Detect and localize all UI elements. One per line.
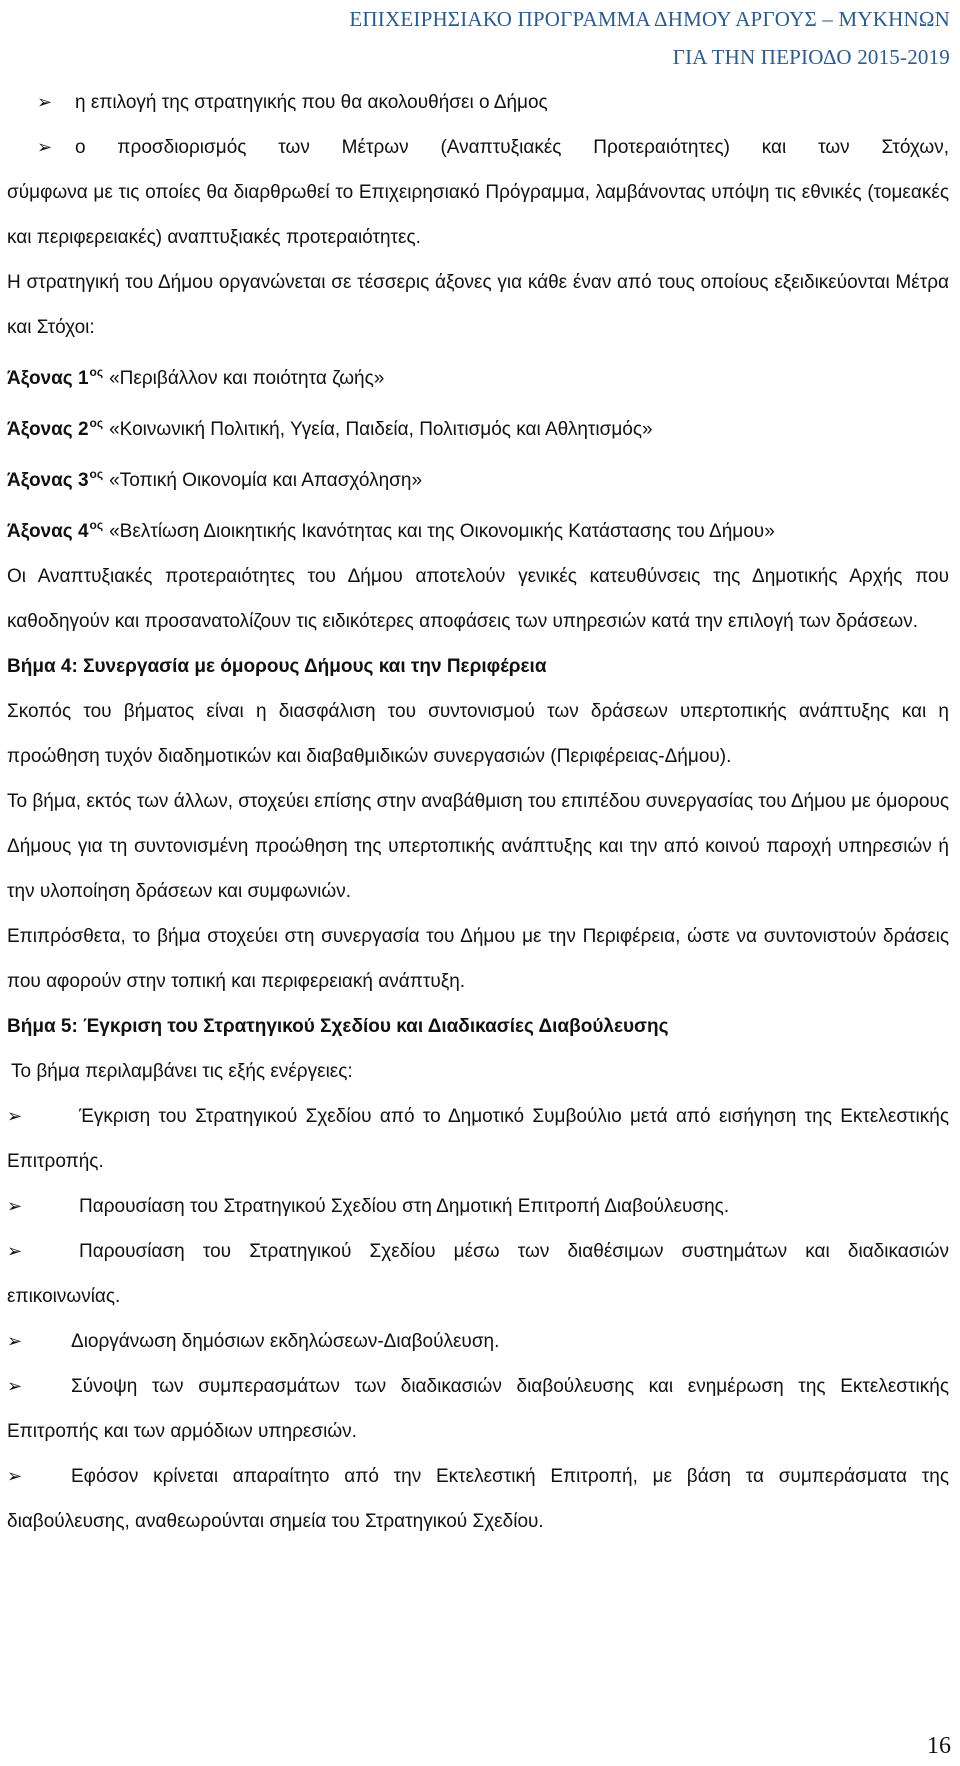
intro-bullet-2-line1	[7, 125, 949, 170]
intro-bullet-2-continuation: σύμφωνα με τις οποίες θα διαρθρωθεί το Επιχειρησιακό Πρόγραμμα, λαμβάνοντας υπόψη τις εθνικές (τομεακές και περιφερειακές) αναπτυξιακές προτεραιότητες.	[7, 182, 949, 248]
bullet-arrow-icon: ➢	[7, 1331, 23, 1352]
step5-bullet-1-text: Έγκριση του Στρατηγικού Σχεδίου από το Δημοτικό Συμβούλιο μετά από εισήγηση της Εκτελεστικής Επιτροπής.	[7, 1106, 949, 1172]
axis-4-sup: ος	[89, 518, 104, 532]
axis-1	[7, 350, 949, 401]
axis-4	[7, 503, 949, 554]
bullet-arrow-icon: ➢	[7, 1196, 23, 1217]
step5-bullet-4	[7, 1319, 949, 1364]
axis-3-sup: ος	[89, 467, 104, 481]
step5-bullet-2	[7, 1184, 949, 1229]
step5-bullet-6	[7, 1454, 949, 1544]
step4-paragraph-2: Το βήμα, εκτός των άλλων, στοχεύει επίσης στην αναβάθμιση του επιπέδου συνεργασίας του Δήμου με όμορους Δήμους για τη συντονισμένη προώθηση της υπερτοπικής ανάπτυξης και την από κοινού παροχή υπηρεσιών ή την υλοποίηση δράσεων και συμφωνιών.	[7, 791, 949, 902]
intro-bullet-1-text: η επιλογή της στρατηγικής που θα ακολουθήσει ο Δήμος	[75, 92, 548, 113]
bullet-arrow-icon: ➢	[37, 137, 53, 158]
step5-bullet-5	[7, 1364, 949, 1454]
intro-bullet-2-text: ο προσδιορισμός των Μέτρων (Αναπτυξιακές Προτεραιότητες) και των Στόχων,	[75, 137, 949, 158]
axis-2-sup: ος	[89, 416, 104, 430]
step5-intro: Το βήμα περιλαμβάνει τις εξής ενέργειες:	[11, 1061, 353, 1082]
header-period: ΓΙΑ ΤΗΝ ΠΕΡΙΟΔΟ 2015-2019	[672, 45, 950, 69]
axis-2-label: Άξονας 2	[7, 419, 89, 440]
step5-bullet-3	[7, 1229, 949, 1319]
intro-bullet-1	[7, 80, 949, 125]
axis-3-text: «Τοπική Οικονομία και Απασχόληση»	[109, 470, 423, 491]
page-number: 16	[927, 1733, 951, 1759]
axis-4-label: Άξονας 4	[7, 521, 89, 542]
axis-3	[7, 452, 949, 503]
step4-heading: Βήμα 4: Συνεργασία με όμορους Δήμους και την Περιφέρεια	[7, 656, 547, 677]
axis-1-sup: ος	[89, 365, 104, 379]
header-title: ΕΠΙΧΕΙΡΗΣΙΑΚΟ ΠΡΟΓΡΑΜΜΑ ΔΗΜΟΥ ΑΡΓΟΥΣ – ΜΥΚΗΝΩΝ	[349, 7, 950, 31]
axis-1-text: «Περιβάλλον και ποιότητα ζωής»	[109, 368, 385, 389]
axis-2	[7, 401, 949, 452]
step5-bullet-6-text: Εφόσον κρίνεται απαραίτητο από την Εκτελεστική Επιτροπή, με βάση τα συμπεράσματα της διαβούλευσης, αναθεωρούνται σημεία του Στρατηγικού Σχεδίου.	[7, 1466, 949, 1532]
strategy-paragraph: Η στρατηγική του Δήμου οργανώνεται σε τέσσερις άξονες για κάθε έναν από τους οποίους εξειδικεύονται Μέτρα και Στόχοι:	[7, 272, 949, 338]
step5-bullet-5-text: Σύνοψη των συμπερασμάτων των διαδικασιών διαβούλευσης και ενημέρωση της Εκτελεστικής Επιτροπής και των αρμόδιων υπηρεσιών.	[7, 1376, 949, 1442]
bullet-arrow-icon: ➢	[7, 1106, 23, 1127]
step4-paragraph-1: Σκοπός του βήματος είναι η διασφάλιση του συντονισμού των δράσεων υπερτοπικής ανάπτυξης και η προώθηση τυχόν διαδημοτικών και διαβαθμιδικών συνεργασιών (Περιφέρειας-Δήμου).	[7, 701, 949, 767]
step5-bullet-3-text: Παρουσίαση του Στρατηγικού Σχεδίου μέσω των διαθέσιμων συστημάτων και διαδικασιών επικοινωνίας.	[7, 1241, 949, 1307]
priorities-paragraph: Οι Αναπτυξιακές προτεραιότητες του Δήμου αποτελούν γενικές κατευθύνσεις της Δημοτικής Αρχής που καθοδηγούν και προσανατολίζουν τις ειδικότερες αποφάσεις των υπηρεσιών κατά την επιλογή των δράσεων.	[7, 566, 949, 632]
step5-bullet-1	[7, 1094, 949, 1184]
step4-paragraph-3: Επιπρόσθετα, το βήμα στοχεύει στη συνεργασία του Δήμου με την Περιφέρεια, ώστε να συντονιστούν δράσεις που αφορούν στην τοπική και περιφερειακή ανάπτυξη.	[7, 926, 949, 992]
axis-3-label: Άξονας 3	[7, 470, 89, 491]
axis-2-text: «Κοινωνική Πολιτική, Υγεία, Παιδεία, Πολιτισμός και Αθλητισμός»	[109, 419, 653, 440]
axis-1-label: Άξονας 1	[7, 368, 89, 389]
step5-heading: Βήμα 5: Έγκριση του Στρατηγικού Σχεδίου και Διαδικασίες Διαβούλευσης	[7, 1016, 669, 1037]
bullet-arrow-icon: ➢	[37, 92, 53, 113]
step5-bullet-4-text: Διοργάνωση δημόσιων εκδηλώσεων-Διαβούλευση.	[71, 1331, 500, 1352]
bullet-arrow-icon: ➢	[7, 1466, 23, 1487]
document-body	[7, 80, 949, 1544]
bullet-arrow-icon: ➢	[7, 1241, 23, 1262]
axis-4-text: «Βελτίωση Διοικητικής Ικανότητας και της Οικονομικής Κατάστασης του Δήμου»	[109, 521, 775, 542]
step5-bullet-2-text: Παρουσίαση του Στρατηγικού Σχεδίου στη Δημοτική Επιτροπή Διαβούλευσης.	[79, 1196, 730, 1217]
bullet-arrow-icon: ➢	[7, 1376, 23, 1397]
page-header	[349, 0, 950, 76]
